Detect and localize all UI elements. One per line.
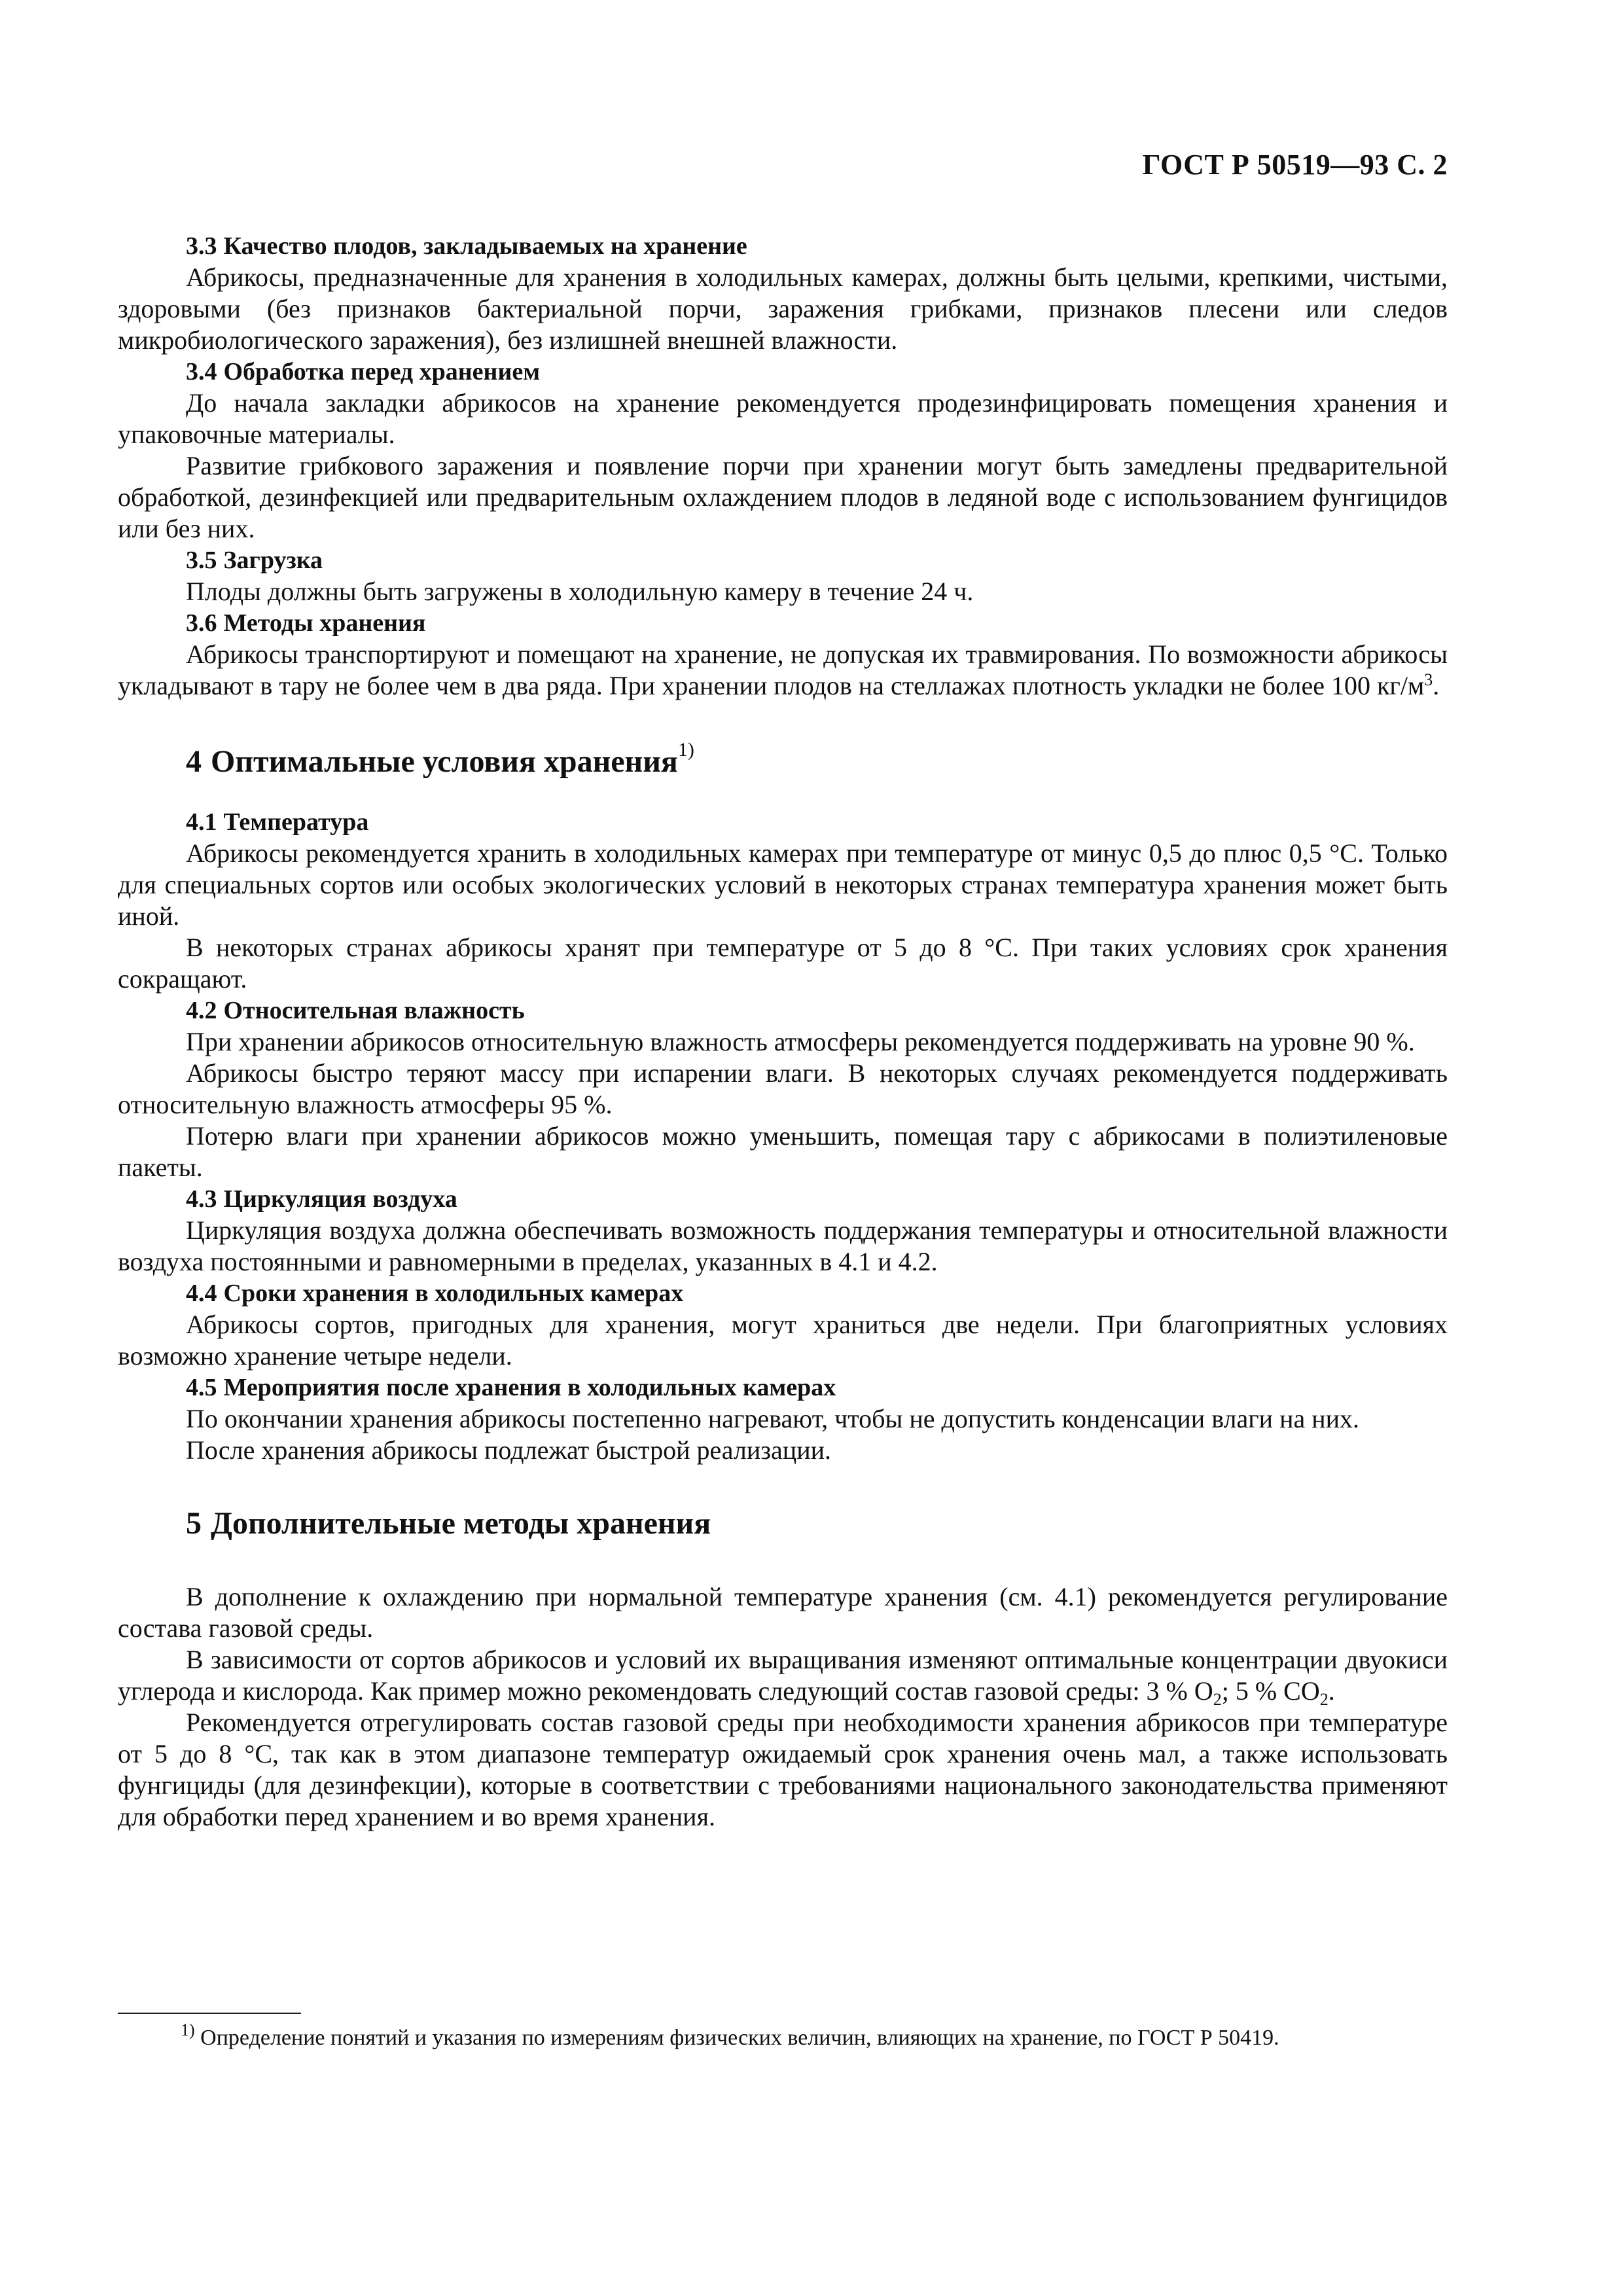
footnote-reference[interactable]: 1) bbox=[677, 739, 694, 761]
paragraph: Циркуляция воздуха должна обеспечивать возможность поддержания температуры и относительной влажности воздуха постоянными и равномерными в пределах, указанных в 4.1 и 4.2. bbox=[118, 1215, 1448, 1276]
paragraph: В дополнение к охлаждению при нормальной температуре хранения (см. 4.1) рекомендуется регулирование состава газовой среды. bbox=[118, 1582, 1448, 1643]
section-title: Дополнительные методы хранения bbox=[211, 1506, 711, 1541]
section-4-heading bbox=[118, 739, 1448, 781]
section-number: 4 bbox=[186, 744, 202, 779]
subsection-title: Методы хранения bbox=[223, 609, 426, 637]
footnote-mark: 1) bbox=[181, 2020, 195, 2039]
subsection-number: 4.3 bbox=[186, 1185, 217, 1213]
subsection-number: 4.5 bbox=[186, 1374, 217, 1401]
paragraph-text: В зависимости от сортов абрикосов и условий их выращивания изменяют оптимальные концентрации двуокиси углерода и кислорода. Как пример можно рекомендовать следующий состав газовой среды: 3 % О bbox=[118, 1645, 1448, 1706]
subsection-number: 3.6 bbox=[186, 609, 217, 637]
subsection-title: Обработка перед хранением bbox=[223, 358, 541, 386]
paragraph-end: . bbox=[1433, 671, 1440, 700]
paragraph: До начала закладки абрикосов на хранение рекомендуется продезинфицировать помещения хранения и упаковочные материалы. bbox=[118, 388, 1448, 449]
paragraph: Развитие грибкового заражения и появление порчи при хранении могут быть замедлены предварительной обработкой, дезинфекцией или предварительным охлаждением плодов в ледяной воде с использованием фунгицидов или без них. bbox=[118, 451, 1448, 543]
footnote bbox=[118, 2020, 1448, 2053]
paragraph-text: Абрикосы транспортируют и помещают на хранение, не допуская их травмирования. По возможности абрикосы укладывают в тару не более чем в два ряда. При хранении плодов на стеллажах плотность укладки не более 100 кг/м bbox=[118, 639, 1448, 700]
subsection-title: Качество плодов, закладываемых на хранение bbox=[223, 232, 747, 260]
subsection-4-1-heading bbox=[118, 806, 1448, 838]
section-title: Оптимальные условия хранения bbox=[211, 744, 678, 779]
subsection-title: Относительная влажность bbox=[223, 997, 525, 1024]
subsection-title: Сроки хранения в холодильных камерах bbox=[223, 1280, 684, 1307]
paragraph: Абрикосы, предназначенные для хранения в холодильных камерах, должны быть целыми, крепкими, чистыми, здоровыми (без признаков бактериальной порчи, заражения грибками, признаков плесени или следов микробиологического заражения), без излишней внешней влажности. bbox=[118, 262, 1448, 355]
paragraph: Плоды должны быть загружены в холодильную камеру в течение 24 ч. bbox=[186, 577, 974, 606]
paragraph-end: . bbox=[1328, 1676, 1335, 1706]
subscript: 2 bbox=[1213, 1690, 1222, 1709]
subsection-3-3-heading bbox=[118, 230, 1448, 262]
paragraph: После хранения абрикосы подлежат быстрой реализации. bbox=[186, 1435, 832, 1465]
section-number: 5 bbox=[186, 1506, 202, 1541]
paragraph bbox=[118, 1644, 1448, 1707]
subsection-number: 4.2 bbox=[186, 997, 217, 1024]
paragraph: По окончании хранения абрикосы постепенно нагревают, чтобы не допустить конденсации влаги на них. bbox=[186, 1404, 1360, 1433]
subsection-number: 3.3 bbox=[186, 232, 217, 260]
subsection-4-5-heading bbox=[118, 1372, 1448, 1403]
superscript: 3 bbox=[1424, 670, 1433, 689]
subsection-title: Загрузка bbox=[223, 547, 323, 574]
spacer bbox=[118, 1466, 1448, 1504]
paragraph: Рекомендуется отрегулировать состав газовой среды при необходимости хранения абрикосов при температуре от 5 до 8 °С, так как в этом диапазоне температур ожидаемый срок хранения очень мал, а также использовать фунгициды (для дезинфекции), которые в соответствии с требованиями национального законодательства применяют для обработки перед хранением и во время хранения. bbox=[118, 1708, 1448, 1831]
subsection-4-2-heading bbox=[118, 995, 1448, 1026]
paragraph-text: ; 5 % СО bbox=[1221, 1676, 1320, 1706]
subsection-number: 4.4 bbox=[186, 1280, 217, 1307]
subsection-number: 3.5 bbox=[186, 547, 217, 574]
paragraph bbox=[118, 639, 1448, 702]
footnote-text: Определение понятий и указания по измерениям физических величин, влияющих на хранение, по ГОСТ Р 50419. bbox=[194, 2026, 1279, 2050]
running-header: ГОСТ Р 50519—93 С. 2 bbox=[1142, 149, 1448, 181]
subsection-number: 3.4 bbox=[186, 358, 217, 386]
document-body bbox=[118, 230, 1448, 1833]
subsection-title: Мероприятия после хранения в холодильных камерах bbox=[223, 1374, 836, 1401]
subsection-3-4-heading bbox=[118, 356, 1448, 387]
paragraph: Абрикосы быстро теряют массу при испарении влаги. В некоторых случаях рекомендуется поддерживать относительную влажность атмосферы 95 %. bbox=[118, 1058, 1448, 1119]
paragraph: В некоторых странах абрикосы хранят при температуре от 5 до 8 °С. При таких условиях срок хранения сокращают. bbox=[118, 933, 1448, 994]
paragraph: Абрикосы сортов, пригодных для хранения, могут храниться две недели. При благоприятных условиях возможно хранение четыре недели. bbox=[118, 1310, 1448, 1371]
footnote-divider bbox=[118, 2013, 301, 2014]
paragraph: Потерю влаги при хранении абрикосов можно уменьшить, помещая тару с абрикосами в полиэтиленовые пакеты. bbox=[118, 1121, 1448, 1182]
spacer bbox=[118, 702, 1448, 742]
paragraph: Абрикосы рекомендуется хранить в холодильных камерах при температуре от минус 0,5 до плюс 0,5 °С. Только для специальных сортов или особых экологических условий в некоторых странах температура хранения может быть иной. bbox=[118, 838, 1448, 931]
section-5-heading bbox=[118, 1504, 1448, 1543]
subsection-3-5-heading bbox=[118, 545, 1448, 576]
subsection-number: 4.1 bbox=[186, 808, 217, 836]
subscript: 2 bbox=[1319, 1690, 1329, 1709]
subsection-4-4-heading bbox=[118, 1278, 1448, 1309]
subsection-3-6-heading bbox=[118, 607, 1448, 639]
paragraph: При хранении абрикосов относительную влажность атмосферы рекомендуется поддерживать на уровне 90 %. bbox=[186, 1027, 1415, 1056]
spacer bbox=[118, 781, 1448, 806]
subsection-title: Циркуляция воздуха bbox=[223, 1185, 457, 1213]
spacer bbox=[118, 1543, 1448, 1581]
subsection-4-3-heading bbox=[118, 1183, 1448, 1215]
subsection-title: Температура bbox=[223, 808, 369, 836]
